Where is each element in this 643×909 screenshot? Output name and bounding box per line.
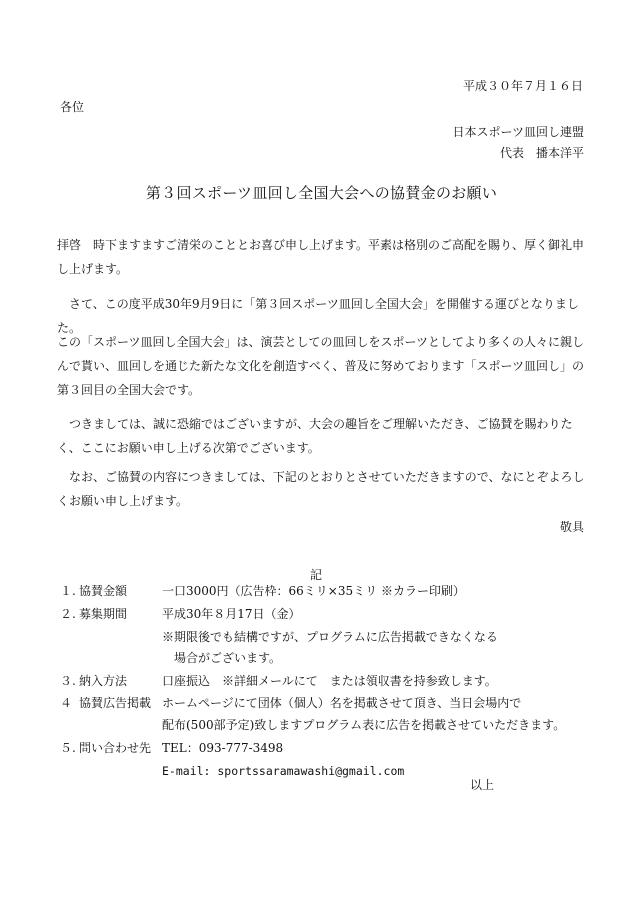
about-paragraph bbox=[57, 330, 591, 402]
item-number: ４ bbox=[60, 696, 73, 710]
note-item-period bbox=[0, 604, 643, 624]
note-item-advertising bbox=[0, 693, 643, 713]
about-text: この「スポーツ皿回し全国大会」は、演芸としての皿回しをスポーツとしてより多くの人々に親しんで貰い、皿回しを通じた新たな文化を創造すべく、普及に努めております「スポーツ皿回し」の第３回目の全国大会です。 bbox=[57, 335, 585, 397]
greeting-text: 拝啓 時下ますますご清栄のこととお喜び申し上げます。平素は格別のご高配を賜り、厚く御礼申し上げます。 bbox=[57, 238, 585, 276]
note-item-payment bbox=[0, 671, 643, 691]
request-paragraph bbox=[57, 412, 591, 460]
item-number: １. bbox=[60, 584, 76, 598]
request-text: つきましては、誠に恐縮ではございますが、大会の趣旨をご理解いただき、ご協賛を賜わりたく、ここにお願い申し上げる次第でございます。 bbox=[57, 417, 573, 455]
sender-representative: 代表 播本洋平 bbox=[499, 146, 584, 160]
details-paragraph bbox=[57, 465, 591, 513]
addressee: 各位 bbox=[60, 100, 85, 114]
item-value: 一口3000円（広告枠：66ミリ×35ミリ ※カラー印刷） bbox=[162, 584, 465, 598]
note-item-period-note bbox=[0, 627, 643, 647]
item-value: ※期限後でも結構ですが、プログラムに広告掲載できなくなる bbox=[162, 630, 498, 644]
item-number: ２. bbox=[60, 607, 76, 621]
note-item-period-note-cont bbox=[0, 648, 643, 668]
note-item-amount bbox=[0, 581, 643, 601]
event-text: さて、この度平成30年9月9日に「第３回スポーツ皿回し全国大会」を開催する運びとなりました。 bbox=[57, 297, 579, 335]
sender-organization: 日本スポーツ皿回し連盟 bbox=[452, 125, 584, 139]
item-value: 配布(500部予定)致しますプログラム表に広告を掲載させていただきます。 bbox=[162, 718, 566, 732]
note-item-advertising-cont bbox=[0, 715, 643, 735]
greeting-paragraph bbox=[57, 233, 591, 281]
item-number: ３. bbox=[60, 674, 76, 688]
item-label: 協賛広告掲載 bbox=[79, 696, 152, 710]
item-label: 問い合わせ先 bbox=[79, 741, 152, 755]
letter-date: 平成３０年７月１６日 bbox=[462, 79, 583, 93]
notes-end: 以上 bbox=[470, 778, 495, 792]
letter-title: 第３回スポーツ皿回し全国大会への協賛金のお願い bbox=[145, 184, 498, 202]
item-label: 募集期間 bbox=[79, 607, 128, 621]
closing-word: 敬具 bbox=[559, 520, 584, 534]
item-label: 協賛金額 bbox=[79, 584, 128, 598]
item-value: 口座振込 ※詳細メールにて または領収書を持参致します。 bbox=[162, 674, 497, 688]
item-label: 納入方法 bbox=[79, 674, 128, 688]
contact-phone: TEL：093-777-3498 bbox=[162, 741, 284, 755]
note-item-contact-email bbox=[0, 761, 643, 781]
item-value: 場合がございます。 bbox=[162, 651, 282, 665]
item-value: 平成30年８月17日（金） bbox=[162, 607, 301, 621]
contact-email[interactable]: E-mail: sportssaramawashi@gmail.com bbox=[162, 764, 405, 778]
item-value: ホームページにて団体（個人）名を掲載させて頂き、当日会場内で bbox=[162, 696, 522, 710]
details-text: なお、ご協賛の内容につきましては、下記のとおりとさせていただきますので、なにとぞよろしくお願い申し上げます。 bbox=[57, 470, 585, 508]
item-number: ５. bbox=[60, 741, 76, 755]
note-item-contact bbox=[0, 738, 643, 758]
notes-heading: 記 bbox=[310, 568, 323, 582]
